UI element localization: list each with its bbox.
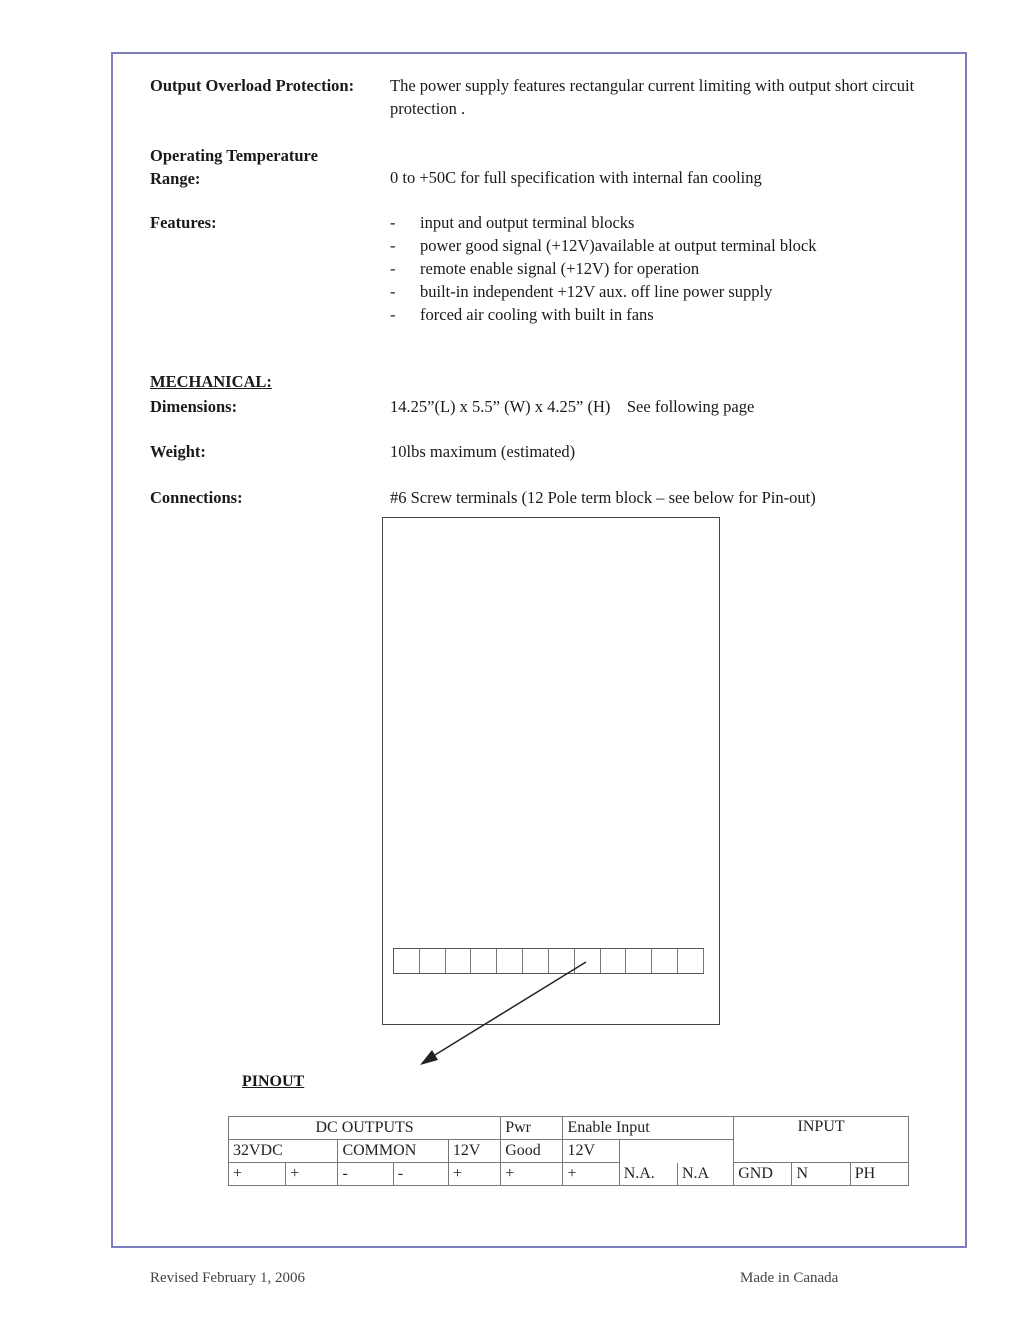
- pin-cell: GND: [734, 1163, 792, 1186]
- pinout-title: PINOUT: [242, 1073, 305, 1090]
- 32vdc-header: 32VDC: [229, 1140, 338, 1163]
- connections-label: Connections:: [150, 488, 243, 507]
- dimensions-label: Dimensions:: [150, 397, 238, 416]
- dc-outputs-header: DC OUTPUTS: [229, 1117, 501, 1140]
- pinout-pin-row: [229, 1163, 909, 1186]
- pin-cell: N.A.: [619, 1163, 677, 1186]
- dimensions-value: 14.25”(L) x 5.5” (W) x 4.25” (H) See following page: [390, 397, 755, 416]
- overload-value: The power supply features rectangular current limiting with output short circuit protection .: [390, 76, 915, 118]
- pin-cell: -: [338, 1163, 393, 1186]
- enable-input-header: Enable Input: [563, 1117, 734, 1140]
- input-header: INPUT: [734, 1117, 909, 1163]
- temperature-label: Operating Temperature Range:: [150, 146, 318, 188]
- footer-revised: Revised February 1, 2006: [150, 1270, 305, 1286]
- pin-cell: +: [563, 1163, 619, 1186]
- feature-item: - forced air cooling with built in fans: [390, 303, 950, 326]
- footer-made-in: Made in Canada: [740, 1270, 839, 1286]
- 12v-header: 12V: [448, 1140, 500, 1163]
- pwr-header: Pwr: [501, 1117, 563, 1140]
- weight-label: Weight:: [150, 442, 206, 461]
- feature-item: - built-in independent +12V aux. off line power supply: [390, 280, 950, 303]
- pin-cell: -: [393, 1163, 448, 1186]
- pinout-table: [228, 1116, 909, 1186]
- good-header: Good: [501, 1140, 563, 1163]
- feature-item: - remote enable signal (+12V) for operation: [390, 257, 950, 280]
- enable-12v-header: 12V: [563, 1140, 619, 1163]
- pin-cell: +: [501, 1163, 563, 1186]
- na-spacer: [619, 1140, 734, 1163]
- pin-cell: PH: [850, 1163, 908, 1186]
- pin-cell: +: [448, 1163, 500, 1186]
- pin-cell: +: [286, 1163, 338, 1186]
- pin-cell: N.A: [677, 1163, 733, 1186]
- connections-value: #6 Screw terminals (12 Pole term block – see below for Pin-out): [390, 488, 816, 507]
- features-label: Features:: [150, 213, 217, 232]
- pin-cell: N: [792, 1163, 850, 1186]
- temperature-value: 0 to +50C for full specification with internal fan cooling: [390, 168, 762, 187]
- pin-cell: +: [229, 1163, 286, 1186]
- feature-item: - input and output terminal blocks: [390, 211, 950, 234]
- pinout-header-row: [229, 1117, 909, 1140]
- mechanical-heading: MECHANICAL:: [150, 372, 272, 391]
- feature-item: - power good signal (+12V)available at output terminal block: [390, 234, 950, 257]
- weight-value: 10lbs maximum (estimated): [390, 442, 576, 461]
- overload-label: Output Overload Protection:: [150, 76, 355, 95]
- common-header: COMMON: [338, 1140, 448, 1163]
